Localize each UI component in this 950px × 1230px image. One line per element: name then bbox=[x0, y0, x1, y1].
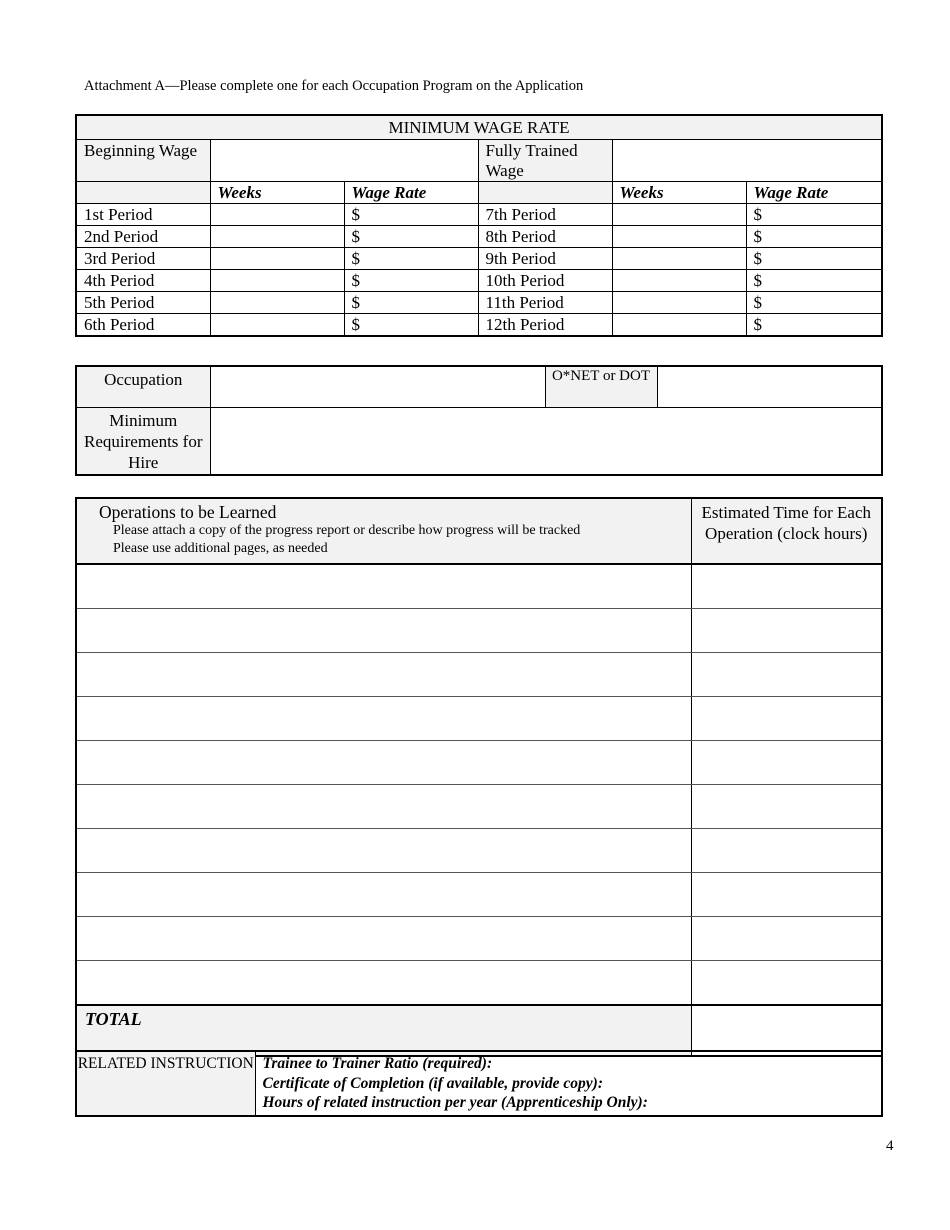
period-row bbox=[76, 226, 882, 248]
period-row bbox=[76, 314, 882, 337]
col-wage-rate-right: Wage Rate bbox=[746, 182, 882, 204]
total-row bbox=[76, 1005, 882, 1056]
period-label-left: 4th Period bbox=[76, 270, 210, 292]
operation-field[interactable] bbox=[76, 829, 691, 873]
period-label-right: 9th Period bbox=[478, 248, 612, 270]
period-label-right: 10th Period bbox=[478, 270, 612, 292]
related-instruction-label: RELATED INSTRUCTION bbox=[76, 1051, 255, 1116]
header-blank-right bbox=[478, 182, 612, 204]
wage-table-title: MINIMUM WAGE RATE bbox=[76, 115, 882, 140]
operations-table bbox=[75, 497, 883, 1057]
beginning-wage-label: Beginning Wage bbox=[76, 140, 210, 182]
operation-time-field[interactable] bbox=[691, 609, 882, 653]
operation-field[interactable] bbox=[76, 961, 691, 1006]
col-weeks-right: Weeks bbox=[612, 182, 746, 204]
period-weeks-field[interactable] bbox=[612, 270, 746, 292]
beginning-wage-field[interactable] bbox=[210, 140, 478, 182]
operation-field[interactable] bbox=[76, 741, 691, 785]
related-instruction-fields[interactable] bbox=[255, 1051, 882, 1116]
occupation-label: Occupation bbox=[76, 366, 210, 408]
operation-row bbox=[76, 873, 882, 917]
operation-row bbox=[76, 829, 882, 873]
period-row bbox=[76, 270, 882, 292]
period-weeks-field[interactable] bbox=[612, 226, 746, 248]
period-wage-field[interactable]: $ bbox=[344, 204, 478, 226]
period-label-right: 8th Period bbox=[478, 226, 612, 248]
estimated-time-header: Estimated Time for Each Operation (clock hours) bbox=[691, 498, 882, 564]
operations-note-2: Please use additional pages, as needed bbox=[113, 541, 328, 556]
onet-dot-field[interactable] bbox=[657, 366, 882, 408]
operation-field[interactable] bbox=[76, 785, 691, 829]
period-weeks-field[interactable] bbox=[210, 204, 344, 226]
operation-time-field[interactable] bbox=[691, 917, 882, 961]
operations-title: Operations to be Learned bbox=[99, 502, 277, 522]
related-instruction-table bbox=[75, 1050, 883, 1117]
operation-row bbox=[76, 564, 882, 609]
period-weeks-field[interactable] bbox=[210, 226, 344, 248]
fully-trained-wage-label: Fully Trained Wage bbox=[478, 140, 612, 182]
operation-field[interactable] bbox=[76, 564, 691, 609]
operation-row bbox=[76, 697, 882, 741]
min-requirements-field[interactable] bbox=[210, 408, 882, 476]
operation-time-field[interactable] bbox=[691, 741, 882, 785]
period-label-right: 11th Period bbox=[478, 292, 612, 314]
period-wage-field[interactable]: $ bbox=[344, 314, 478, 337]
period-label-left: 5th Period bbox=[76, 292, 210, 314]
total-label: TOTAL bbox=[76, 1005, 691, 1056]
operation-row bbox=[76, 609, 882, 653]
period-wage-field[interactable]: $ bbox=[746, 204, 882, 226]
period-row bbox=[76, 292, 882, 314]
fully-trained-wage-field[interactable] bbox=[612, 140, 882, 182]
operation-field[interactable] bbox=[76, 917, 691, 961]
operation-row bbox=[76, 785, 882, 829]
col-wage-rate-left: Wage Rate bbox=[344, 182, 478, 204]
certificate-line: Certificate of Completion (if available, provide copy): bbox=[262, 1074, 603, 1092]
operations-note-1: Please attach a copy of the progress report or describe how progress will be tracked bbox=[113, 523, 581, 538]
period-weeks-field[interactable] bbox=[210, 292, 344, 314]
period-weeks-field[interactable] bbox=[612, 204, 746, 226]
operations-header bbox=[76, 498, 691, 564]
period-label-right: 12th Period bbox=[478, 314, 612, 337]
period-label-left: 1st Period bbox=[76, 204, 210, 226]
onet-dot-label: O*NET or DOT bbox=[545, 366, 657, 408]
col-weeks-left: Weeks bbox=[210, 182, 344, 204]
operation-time-field[interactable] bbox=[691, 564, 882, 609]
hours-related-instruction-line: Hours of related instruction per year (Apprenticeship Only): bbox=[262, 1094, 648, 1111]
period-wage-field[interactable]: $ bbox=[746, 292, 882, 314]
period-weeks-field[interactable] bbox=[612, 314, 746, 337]
operation-time-field[interactable] bbox=[691, 697, 882, 741]
period-wage-field[interactable]: $ bbox=[746, 226, 882, 248]
operation-row bbox=[76, 961, 882, 1006]
period-label-right: 7th Period bbox=[478, 204, 612, 226]
trainer-ratio-line: Trainee to Trainer Ratio (required): bbox=[262, 1055, 493, 1072]
period-row bbox=[76, 204, 882, 226]
operation-time-field[interactable] bbox=[691, 873, 882, 917]
period-weeks-field[interactable] bbox=[612, 292, 746, 314]
operation-field[interactable] bbox=[76, 609, 691, 653]
operation-time-field[interactable] bbox=[691, 785, 882, 829]
operation-row bbox=[76, 741, 882, 785]
page-header: Attachment A—Please complete one for each Occupation Program on the Application bbox=[84, 78, 584, 94]
period-weeks-field[interactable] bbox=[210, 248, 344, 270]
period-weeks-field[interactable] bbox=[612, 248, 746, 270]
operation-time-field[interactable] bbox=[691, 829, 882, 873]
period-label-left: 3rd Period bbox=[76, 248, 210, 270]
period-wage-field[interactable]: $ bbox=[746, 248, 882, 270]
operation-row bbox=[76, 653, 882, 697]
operation-field[interactable] bbox=[76, 873, 691, 917]
header-blank-left bbox=[76, 182, 210, 204]
period-label-left: 6th Period bbox=[76, 314, 210, 337]
operation-row bbox=[76, 917, 882, 961]
period-wage-field[interactable]: $ bbox=[344, 226, 478, 248]
period-wage-field[interactable]: $ bbox=[746, 314, 882, 337]
occupation-field[interactable] bbox=[210, 366, 545, 408]
period-wage-field[interactable]: $ bbox=[344, 292, 478, 314]
period-wage-field[interactable]: $ bbox=[344, 248, 478, 270]
operation-time-field[interactable] bbox=[691, 653, 882, 697]
period-row bbox=[76, 248, 882, 270]
period-weeks-field[interactable] bbox=[210, 270, 344, 292]
min-requirements-label: Minimum Requirements for Hire bbox=[76, 408, 210, 476]
period-wage-field[interactable]: $ bbox=[344, 270, 478, 292]
page-number: 4 bbox=[886, 1138, 894, 1154]
period-label-left: 2nd Period bbox=[76, 226, 210, 248]
operation-field[interactable] bbox=[76, 653, 691, 697]
minimum-wage-table bbox=[75, 114, 883, 337]
period-wage-field[interactable]: $ bbox=[746, 270, 882, 292]
total-time-field[interactable] bbox=[691, 1005, 882, 1056]
operation-field[interactable] bbox=[76, 697, 691, 741]
period-weeks-field[interactable] bbox=[210, 314, 344, 337]
occupation-table bbox=[75, 365, 883, 476]
operation-time-field[interactable] bbox=[691, 961, 882, 1006]
